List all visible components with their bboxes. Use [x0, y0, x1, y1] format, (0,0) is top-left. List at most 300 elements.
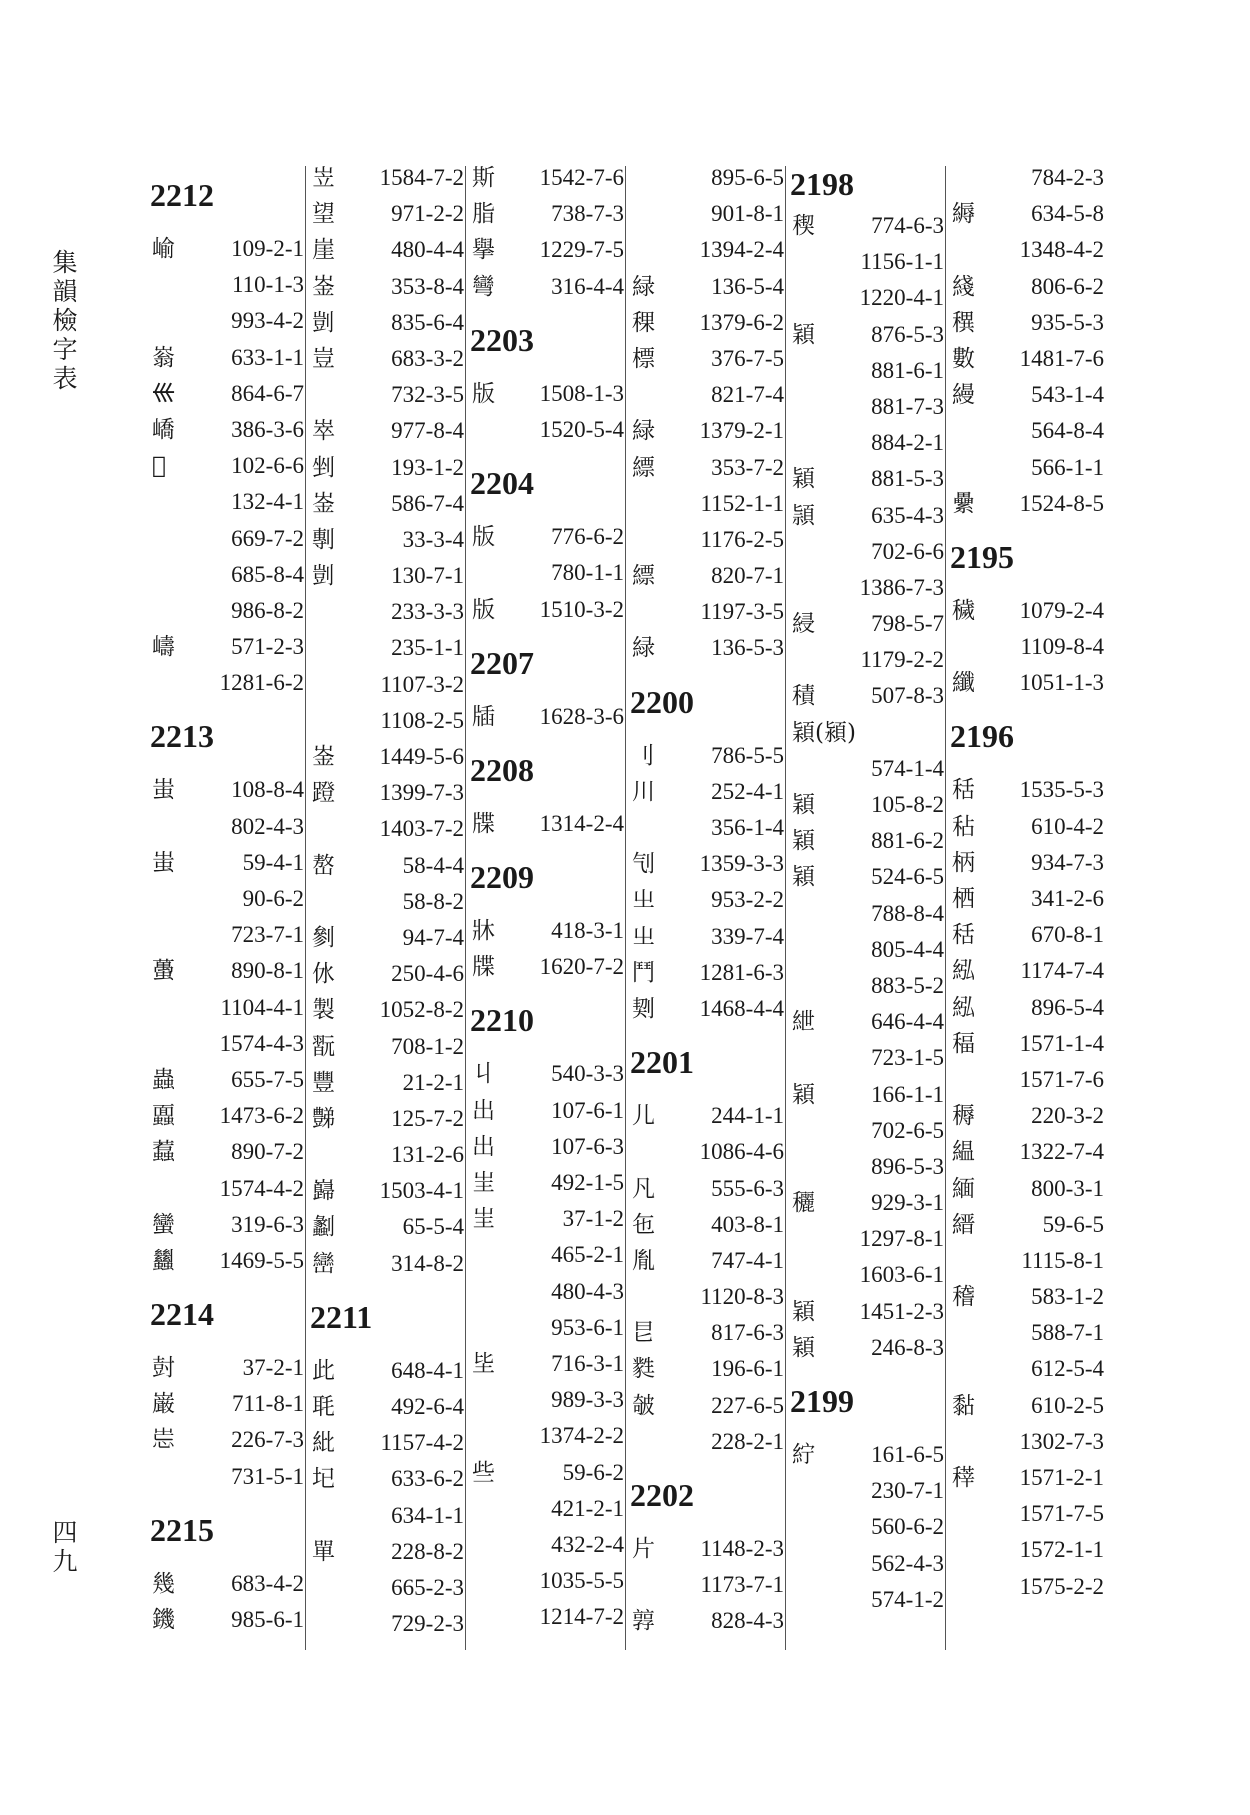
entry-reference: 1571-1-4 — [1019, 1030, 1104, 1056]
entry-reference: 353-8-4 — [391, 273, 464, 299]
entry-character: 蚩 — [152, 777, 175, 804]
index-entry — [148, 303, 310, 339]
entry-reference: 1051-1-3 — [1019, 670, 1104, 696]
index-entry — [148, 1566, 310, 1602]
entry-reference: 1115-8-1 — [1021, 1247, 1104, 1273]
entry-character: 纖 — [952, 670, 975, 697]
index-entry — [628, 630, 790, 666]
entry-character: 崟 — [312, 490, 335, 517]
entry-character: 豑 — [312, 1105, 335, 1132]
entry-character: 穎 — [792, 864, 815, 891]
entry-reference: 884-2-1 — [871, 430, 944, 456]
index-entry — [468, 1093, 630, 1129]
index-entry — [308, 884, 470, 920]
index-entry — [308, 558, 470, 594]
entry-character: 此 — [312, 1357, 335, 1384]
entry-reference: 881-5-3 — [871, 466, 944, 492]
index-entry — [788, 1004, 950, 1040]
index-entry — [788, 317, 950, 353]
entry-character: 䅸 — [952, 1465, 975, 1491]
entry-reference: 1572-1-1 — [1019, 1537, 1104, 1563]
entry-character: 斯 — [472, 165, 495, 191]
entry-reference: 94-7-4 — [402, 924, 464, 950]
index-entry — [948, 341, 1110, 377]
entry-reference: 876-5-3 — [871, 321, 944, 347]
entry-character: 縹 — [632, 563, 655, 590]
entry-character: 紵 — [792, 1442, 815, 1468]
entry-character: 紲 — [792, 1009, 815, 1036]
entry-character: 單 — [312, 1538, 335, 1565]
index-entry — [788, 787, 950, 823]
entry-character: 蠻 — [152, 1211, 175, 1238]
entry-reference: 132-4-1 — [231, 489, 304, 515]
entry-character: 蹬 — [312, 780, 335, 807]
entry-reference: 130-7-1 — [391, 563, 464, 589]
index-entry — [308, 992, 470, 1028]
index-entry — [468, 699, 630, 735]
entry-reference: 403-8-1 — [711, 1211, 784, 1237]
entry-reference: 1399-7-3 — [379, 780, 464, 806]
index-entry — [308, 1606, 470, 1642]
index-entry — [628, 305, 790, 341]
index-entry — [788, 389, 950, 425]
entry-character: 穎 — [792, 792, 815, 818]
index-entry — [308, 1101, 470, 1137]
entry-reference: 58-8-2 — [402, 888, 464, 914]
entry-character: 緑 — [632, 635, 655, 662]
entry-reference: 1035-5-5 — [539, 1568, 624, 1594]
entry-reference: 1176-2-5 — [700, 526, 784, 552]
entry-reference: 1451-2-3 — [859, 1298, 944, 1324]
entry-reference: 685-8-4 — [231, 561, 304, 587]
entry-reference: 583-1-2 — [1031, 1284, 1104, 1310]
entry-reference: 1079-2-4 — [1019, 597, 1104, 623]
entry-reference: 971-2-2 — [391, 201, 464, 227]
index-entry — [468, 1056, 630, 1092]
index-entry — [308, 341, 470, 377]
index-entry — [308, 956, 470, 992]
entry-reference: 37-1-2 — [562, 1206, 624, 1232]
entry-reference: 634-1-1 — [391, 1502, 464, 1528]
entry-reference: 934-7-3 — [1031, 849, 1104, 875]
entry-reference: 1508-1-3 — [539, 380, 624, 406]
entry-reference: 574-1-4 — [871, 755, 944, 781]
index-entry — [948, 1134, 1110, 1170]
index-entry — [948, 1098, 1110, 1134]
index-entry — [468, 1382, 630, 1418]
index-entry — [148, 376, 310, 412]
entry-character: 鬥 — [632, 959, 655, 986]
entry-character: 𡿧 — [152, 380, 175, 407]
entry-reference: 1524-8-5 — [1019, 490, 1104, 516]
index-column-4 — [628, 160, 790, 1650]
entry-character: 剸 — [312, 526, 335, 553]
entry-reference: 1173-7-1 — [700, 1572, 784, 1598]
index-entry — [308, 1498, 470, 1534]
entry-character: 㽔 — [632, 1356, 655, 1383]
entry-character: 崒 — [312, 418, 335, 445]
entry-character: 栖 — [952, 886, 975, 912]
index-entry — [948, 1496, 1110, 1532]
index-entry — [308, 377, 470, 413]
entry-reference: 1314-2-4 — [539, 810, 624, 836]
entry-reference: 107-6-3 — [551, 1133, 624, 1159]
index-entry — [148, 1026, 310, 1062]
entry-character: 穎 — [792, 466, 815, 493]
index-entry — [948, 269, 1110, 305]
entry-reference: 233-3-3 — [391, 599, 464, 625]
index-entry — [308, 1137, 470, 1173]
index-entry — [628, 991, 790, 1027]
entry-reference: 107-6-1 — [551, 1097, 624, 1123]
index-entry — [148, 629, 310, 665]
index-entry — [468, 196, 630, 232]
entry-reference: 1281-6-3 — [699, 959, 784, 985]
entry-character: 稞 — [632, 309, 655, 336]
entry-character: 出 — [472, 1097, 495, 1124]
entry-character: 擧 — [472, 237, 495, 264]
index-entry — [788, 1437, 950, 1473]
entry-reference: 1157-4-2 — [380, 1430, 464, 1456]
entry-reference: 1574-4-3 — [219, 1030, 304, 1056]
index-entry — [948, 593, 1110, 629]
entry-reference: 228-8-2 — [391, 1538, 464, 1564]
index-entry — [148, 1422, 310, 1458]
entry-reference: 480-4-4 — [391, 237, 464, 263]
index-entry — [468, 1165, 630, 1201]
index-entry — [148, 340, 310, 376]
entry-reference: 646-4-4 — [871, 1009, 944, 1035]
index-entry — [468, 232, 630, 268]
entry-character: 稧 — [792, 213, 815, 239]
entry-character: 縹 — [632, 454, 655, 481]
index-entry — [468, 1346, 630, 1382]
index-entry — [308, 920, 470, 956]
index-entry — [948, 1207, 1110, 1243]
entry-character: 版 — [472, 596, 495, 623]
entry-character: 縟 — [952, 201, 975, 228]
index-entry — [628, 919, 790, 955]
entry-reference: 1348-4-2 — [1019, 237, 1104, 263]
entry-character: 穎 — [792, 321, 815, 348]
entry-character: 㿲 — [632, 1392, 655, 1419]
entry-character: 剴 — [312, 309, 335, 336]
index-entry — [948, 917, 1110, 953]
entry-character: 穓 — [952, 309, 975, 336]
entry-character: 㞷 — [472, 1170, 495, 1196]
entry-character: 𡉏 — [312, 1466, 335, 1493]
index-entry — [468, 1310, 630, 1346]
entry-reference: 59-6-5 — [1042, 1211, 1104, 1237]
index-entry — [468, 1201, 630, 1237]
index-entry — [788, 1582, 950, 1618]
entry-reference: 986-8-2 — [231, 597, 304, 623]
index-entry — [628, 1134, 790, 1170]
entry-reference: 105-8-2 — [871, 792, 944, 817]
entry-reference: 193-1-2 — [391, 454, 464, 480]
entry-character: 剉 — [312, 454, 335, 481]
entry-reference: 635-4-3 — [871, 502, 944, 528]
entry-reference: 161-6-5 — [871, 1442, 944, 1467]
entry-reference: 226-7-3 — [231, 1427, 304, 1453]
index-entry — [788, 1113, 950, 1149]
entry-reference: 566-1-1 — [1031, 454, 1104, 480]
index-entry — [468, 1599, 630, 1635]
entry-character: 穲 — [792, 1190, 815, 1217]
entry-character: 脂 — [472, 201, 495, 228]
index-entry — [148, 557, 310, 593]
index-entry — [948, 305, 1110, 341]
index-entry — [148, 267, 310, 303]
index-entry — [148, 917, 310, 953]
entry-reference: 786-5-5 — [711, 742, 784, 768]
entry-reference: 1220-4-1 — [859, 285, 944, 311]
entry-character: 稫 — [952, 1030, 975, 1057]
index-entry — [948, 1315, 1110, 1351]
entry-reference: 864-6-7 — [231, 380, 304, 406]
index-entry — [788, 1077, 950, 1113]
index-entry — [148, 845, 310, 881]
index-entry — [788, 498, 950, 534]
index-entry — [788, 642, 950, 678]
entry-reference: 1120-8-3 — [700, 1284, 784, 1310]
entry-reference: 540-3-3 — [551, 1061, 624, 1087]
index-entry — [468, 269, 630, 305]
entry-reference: 1542-7-6 — [539, 165, 624, 190]
entry-reference: 821-7-4 — [711, 382, 784, 408]
entry-reference: 935-5-3 — [1031, 309, 1104, 335]
entry-reference: 1179-2-2 — [860, 647, 944, 673]
entry-reference: 588-7-1 — [1031, 1320, 1104, 1346]
column-rule — [465, 166, 466, 1650]
entry-character: 版 — [472, 524, 495, 551]
index-entry — [148, 1098, 310, 1134]
index-entry — [308, 196, 470, 232]
section-heading: 2202 — [630, 1477, 694, 1513]
index-entry — [308, 594, 470, 630]
index-entry — [628, 1098, 790, 1134]
index-entry — [948, 160, 1110, 196]
entry-reference: 1481-7-6 — [1019, 345, 1104, 371]
entry-character: 崟 — [312, 744, 335, 770]
index-entry — [948, 629, 1110, 665]
entry-character: 川 — [632, 778, 655, 805]
entry-reference: 648-4-1 — [391, 1357, 464, 1383]
index-entry — [308, 305, 470, 341]
index-entry — [308, 450, 470, 486]
index-entry — [148, 412, 310, 448]
section-heading: 2207 — [470, 644, 534, 681]
index-entry — [948, 881, 1110, 917]
entry-reference: 805-4-4 — [871, 936, 944, 962]
entry-character: 片 — [632, 1536, 655, 1562]
entry-reference: 316-4-4 — [551, 273, 624, 299]
entry-reference: 59-4-1 — [242, 849, 304, 875]
index-entry — [788, 280, 950, 316]
entry-reference: 1281-6-2 — [219, 670, 304, 696]
entry-reference: 896-5-3 — [871, 1153, 944, 1179]
entry-reference: 1394-2-4 — [699, 237, 784, 263]
index-entry — [788, 896, 950, 932]
index-entry — [148, 1134, 310, 1170]
index-entry — [948, 1171, 1110, 1207]
entry-reference: 1386-7-3 — [859, 574, 944, 600]
index-entry — [948, 1532, 1110, 1568]
entry-reference: 1148-2-3 — [700, 1536, 784, 1561]
index-entry — [788, 968, 950, 1004]
entry-character: 崖 — [312, 237, 335, 264]
entry-reference: 524-6-5 — [871, 864, 944, 890]
index-entry — [788, 425, 950, 461]
index-column-5 — [788, 160, 950, 1650]
entry-character: 毦 — [312, 1394, 335, 1420]
index-entry — [308, 1173, 470, 1209]
entry-reference: 432-2-4 — [551, 1531, 624, 1557]
entry-character: 岦 — [312, 165, 335, 191]
entry-reference: 1104-4-1 — [220, 994, 304, 1020]
entry-character: 穢 — [952, 597, 975, 624]
entry-reference: 1214-7-2 — [539, 1604, 624, 1630]
index-entry — [308, 1209, 470, 1245]
index-entry — [628, 1531, 790, 1567]
entry-character: 剼 — [312, 924, 335, 951]
entry-reference: 90-6-2 — [242, 886, 304, 911]
index-entry — [148, 990, 310, 1026]
index-entry — [468, 1129, 630, 1165]
section-heading: 2195 — [950, 538, 1014, 575]
index-entry — [628, 1171, 790, 1207]
index-entry — [148, 1350, 310, 1386]
entry-character: 稽 — [952, 1284, 975, 1311]
entry-reference: 1322-7-4 — [1019, 1139, 1104, 1165]
index-entry — [308, 630, 470, 666]
entry-reference: 1403-7-2 — [379, 816, 464, 842]
index-entry — [628, 160, 790, 196]
entry-reference: 1503-4-1 — [379, 1178, 464, 1204]
entry-character: 穎 — [792, 1081, 815, 1108]
index-entry — [308, 232, 470, 268]
entry-character: 穎(潁) — [792, 719, 856, 746]
index-entry — [948, 1243, 1110, 1279]
index-entry — [948, 196, 1110, 232]
entry-reference: 702-6-5 — [871, 1117, 944, 1143]
index-entry — [628, 486, 790, 522]
index-entry — [468, 412, 630, 448]
entry-reference: 1374-2-2 — [539, 1423, 624, 1449]
index-entry — [788, 244, 950, 280]
entry-reference: 125-7-2 — [391, 1105, 464, 1131]
entry-reference: 835-6-4 — [391, 309, 464, 335]
section-heading: 2198 — [790, 166, 854, 202]
entry-reference: 634-5-8 — [1031, 201, 1104, 227]
index-entry — [148, 809, 310, 845]
index-entry — [628, 522, 790, 558]
index-entry — [148, 1602, 310, 1638]
entry-reference: 723-7-1 — [231, 922, 304, 948]
entry-reference: 820-7-1 — [711, 563, 784, 589]
entry-character: 蠿 — [152, 1247, 175, 1274]
page-number: 四九 — [52, 1518, 78, 1576]
index-entry — [468, 160, 630, 196]
entry-reference: 1628-3-6 — [539, 703, 624, 729]
entry-character: 蠚 — [152, 1139, 175, 1166]
index-entry — [308, 1570, 470, 1606]
entry-reference: 1108-2-5 — [380, 707, 464, 733]
index-entry — [628, 846, 790, 882]
entry-character: 嶅 — [312, 852, 335, 879]
entry-reference: 1152-1-1 — [700, 490, 784, 516]
section-heading: 2210 — [470, 1002, 534, 1039]
entry-character: 頴 — [792, 502, 815, 529]
index-entry — [788, 1473, 950, 1509]
index-entry — [628, 1351, 790, 1387]
index-entry — [148, 593, 310, 629]
index-entry — [468, 1491, 630, 1527]
entry-character: 蠠 — [152, 1103, 175, 1130]
entry-reference: 386-3-6 — [231, 416, 304, 442]
column-rule — [945, 166, 946, 1650]
index-entry — [948, 486, 1110, 522]
entry-reference: 895-6-5 — [711, 165, 784, 190]
index-entry — [948, 1569, 1110, 1605]
entry-reference: 890-8-1 — [231, 958, 304, 984]
entry-reference: 1302-7-3 — [1019, 1428, 1104, 1454]
entry-reference: 1571-2-1 — [1019, 1465, 1104, 1490]
entry-reference: 37-2-1 — [242, 1355, 304, 1381]
entry-reference: 708-1-2 — [391, 1033, 464, 1059]
section-heading: 2201 — [630, 1044, 694, 1081]
entry-character: 㫐 — [632, 1320, 655, 1347]
entry-reference: 1156-1-1 — [860, 249, 944, 275]
section-heading: 2203 — [470, 321, 534, 358]
column-rule — [625, 166, 626, 1650]
entry-character: 㝇 — [632, 1608, 655, 1635]
entry-reference: 1520-5-4 — [539, 416, 624, 442]
index-entry — [788, 606, 950, 642]
entry-reference: 59-6-2 — [562, 1459, 624, 1485]
index-entry — [788, 823, 950, 859]
entry-reference: 731-5-1 — [231, 1463, 304, 1489]
section-heading: 2213 — [150, 718, 214, 755]
entry-reference: 341-2-6 — [1031, 886, 1104, 911]
entry-reference: 806-6-2 — [1031, 273, 1104, 299]
entry-reference: 196-6-1 — [711, 1356, 784, 1382]
index-entry — [468, 519, 630, 555]
index-entry — [788, 1185, 950, 1221]
entry-reference: 738-7-3 — [551, 201, 624, 227]
index-entry — [948, 1388, 1110, 1424]
index-entry — [148, 448, 310, 484]
entry-reference: 802-4-3 — [231, 813, 304, 839]
section-heading: 2209 — [470, 859, 534, 896]
entry-reference: 244-1-1 — [711, 1103, 784, 1129]
entry-reference: 1297-8-1 — [859, 1226, 944, 1252]
section-heading: 2196 — [950, 718, 1014, 755]
index-entry — [948, 377, 1110, 413]
index-entry — [308, 703, 470, 739]
entry-character: 纍 — [952, 490, 975, 517]
entry-character: 穎 — [792, 828, 815, 855]
entry-reference: 58-4-4 — [402, 852, 464, 878]
section-heading: 2212 — [150, 177, 214, 213]
index-entry — [948, 413, 1110, 449]
entry-reference: 788-8-4 — [871, 900, 944, 926]
entry-character: 秥 — [952, 813, 975, 840]
index-column-3 — [468, 160, 630, 1650]
entry-reference: 1571-7-6 — [1019, 1066, 1104, 1092]
entry-character: 蟲 — [152, 1066, 175, 1093]
entry-reference: 492-1-5 — [551, 1170, 624, 1195]
